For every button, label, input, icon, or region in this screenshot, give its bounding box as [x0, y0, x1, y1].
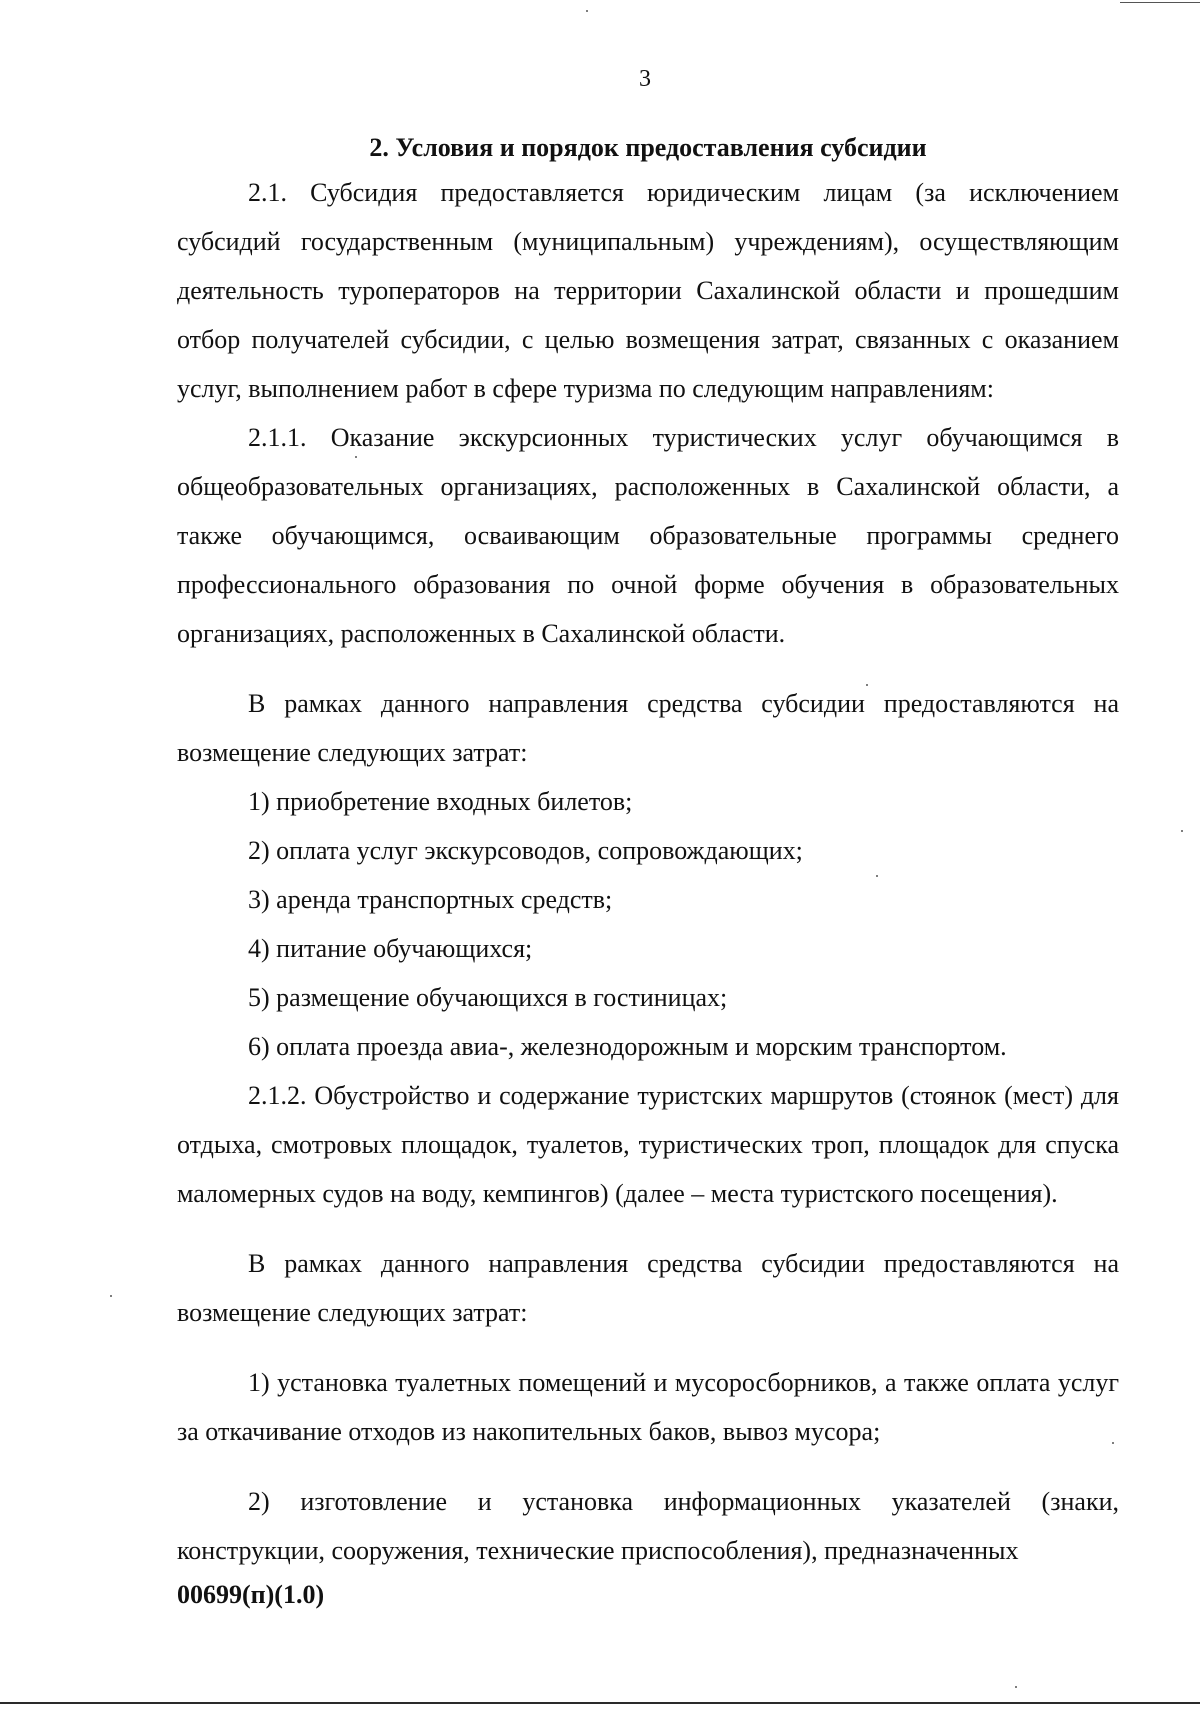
- paragraph-2-1-2: 2.1.2. Обустройство и содержание туристских маршрутов (стоянок (мест) для отдыха, смотровых площадок, туалетов, туристических троп, площадок для спуска маломерных судов на воду, кемпингов) (далее – места туристского посещения).: [177, 1081, 1119, 1208]
- scan-speck: [876, 875, 878, 877]
- list-item-meals: 4) питание обучающихся;: [248, 934, 533, 963]
- scan-speck: [1112, 1442, 1114, 1444]
- scan-speck: [866, 684, 868, 686]
- list-item-hotels: 5) размещение обучающихся в гостиницах;: [248, 983, 728, 1012]
- scan-speck: [1181, 830, 1183, 832]
- scan-speck: [586, 10, 588, 12]
- section-heading: 2. Условия и порядок предоставления субсидии: [369, 133, 927, 162]
- list-item-toilets: 1) установка туалетных помещений и мусоросборников, а также оплата услуг за откачивание отходов из накопительных баков, вывоз мусора;: [177, 1368, 1119, 1446]
- paragraph-costs-intro-1: В рамках данного направления средства субсидии предоставляются на возмещение следующих затрат:: [177, 689, 1119, 767]
- paragraph-2-1-1: 2.1.1. Оказание экскурсионных туристических услуг обучающимся в общеобразовательных организациях, расположенных в Сахалинской области, а также обучающимся, осваивающим образовательные программы среднего профессионального образования по очной форме обучения в образовательных организациях, расположенных в Сахалинской области.: [177, 423, 1119, 648]
- list-item-tickets: 1) приобретение входных билетов;: [248, 787, 633, 816]
- scan-speck: [110, 1295, 112, 1297]
- list-item-guides: 2) оплата услуг экскурсоводов, сопровождающих;: [248, 836, 803, 865]
- scan-edge-line: [1120, 2, 1200, 3]
- paragraph-2-1: 2.1. Субсидия предоставляется юридическим лицам (за исключением субсидий государственным (муниципальным) учреждениям), осуществляющим деятельность туроператоров на территории Сахалинской области и прошедшим отбор получателей субсидии, с целью возмещения затрат, связанных с оказанием услуг, выполнением работ в сфере туризма по следующим направлениям:: [177, 178, 1119, 403]
- document-body: [177, 128, 1119, 1575]
- page-number: 3: [639, 66, 651, 92]
- scan-edge-line: [0, 1702, 1200, 1704]
- scan-speck: [1015, 1686, 1017, 1688]
- paragraph-costs-intro-2: В рамках данного направления средства субсидии предоставляются на возмещение следующих затрат:: [177, 1249, 1119, 1327]
- scan-speck: [355, 456, 357, 458]
- document-code: 00699(п)(1.0): [177, 1580, 325, 1609]
- list-item-signs: 2) изготовление и установка информационных указателей (знаки, конструкции, сооружения, технические приспособления), предназначенных: [177, 1487, 1119, 1565]
- list-item-travel: 6) оплата проезда авиа-, железнодорожным и морским транспортом.: [248, 1032, 1007, 1061]
- list-item-transport-rent: 3) аренда транспортных средств;: [248, 885, 613, 914]
